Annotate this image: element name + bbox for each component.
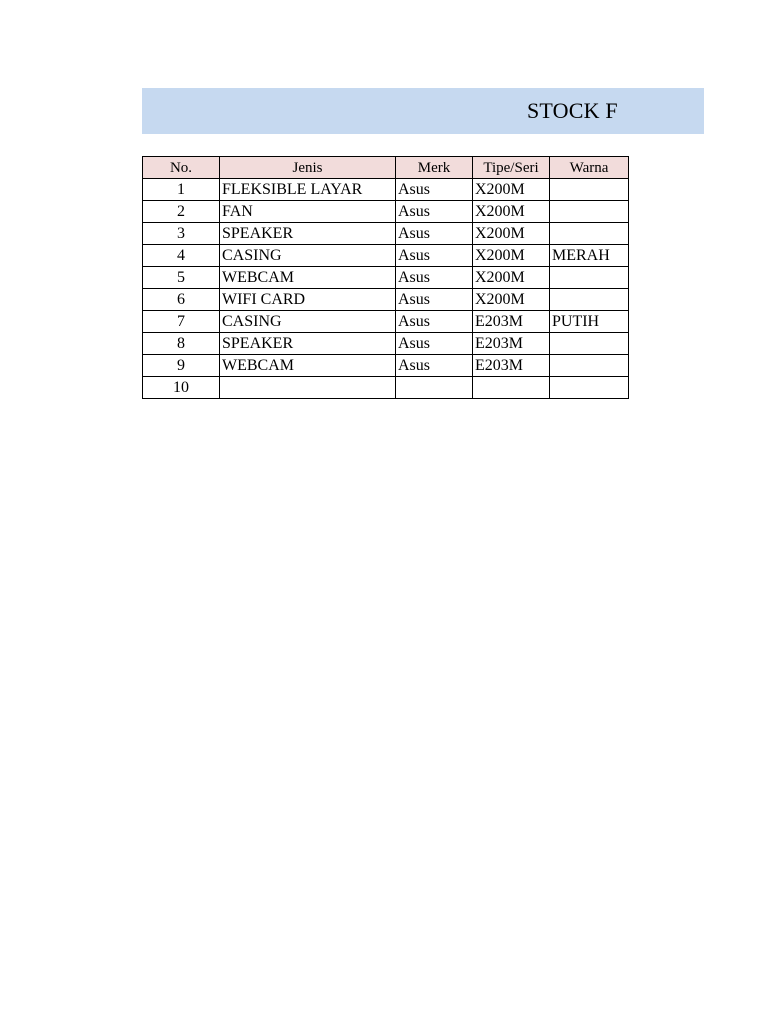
cell-tipe [473,377,550,399]
cell-jenis: CASING [220,311,396,333]
header-no: No. [143,157,220,179]
cell-tipe: E203M [473,355,550,377]
table-row [143,201,629,223]
cell-tipe: X200M [473,245,550,267]
cell-merk: Asus [396,355,473,377]
table-row [143,333,629,355]
stock-table [142,156,629,399]
cell-no: 10 [143,377,220,399]
cell-no: 6 [143,289,220,311]
cell-tipe: E203M [473,333,550,355]
page-title: STOCK F [527,98,618,123]
table-row [143,289,629,311]
header-warna: Warna [550,157,629,179]
cell-warna [550,267,629,289]
table-header-row [143,157,629,179]
cell-jenis [220,377,396,399]
cell-merk: Asus [396,179,473,201]
cell-jenis: SPEAKER [220,333,396,355]
cell-warna [550,333,629,355]
cell-jenis: WEBCAM [220,267,396,289]
cell-jenis: WIFI CARD [220,289,396,311]
cell-merk: Asus [396,223,473,245]
cell-merk: Asus [396,201,473,223]
cell-warna [550,201,629,223]
table-row [143,377,629,399]
cell-merk [396,377,473,399]
header-tipe-seri: Tipe/Seri [473,157,550,179]
cell-jenis: CASING [220,245,396,267]
table-row [143,223,629,245]
cell-no: 1 [143,179,220,201]
cell-tipe: E203M [473,311,550,333]
cell-merk: Asus [396,333,473,355]
cell-merk: Asus [396,245,473,267]
cell-no: 5 [143,267,220,289]
cell-no: 9 [143,355,220,377]
title-band [142,88,704,134]
cell-warna [550,223,629,245]
cell-tipe: X200M [473,179,550,201]
cell-warna [550,179,629,201]
cell-merk: Asus [396,289,473,311]
table-row [143,355,629,377]
cell-warna [550,289,629,311]
cell-jenis: FLEKSIBLE LAYAR [220,179,396,201]
cell-warna: PUTIH [550,311,629,333]
cell-warna [550,355,629,377]
table-row [143,245,629,267]
cell-no: 3 [143,223,220,245]
cell-tipe: X200M [473,267,550,289]
table-row [143,267,629,289]
header-jenis: Jenis [220,157,396,179]
cell-jenis: FAN [220,201,396,223]
header-merk: Merk [396,157,473,179]
cell-no: 2 [143,201,220,223]
cell-warna: MERAH [550,245,629,267]
cell-tipe: X200M [473,289,550,311]
cell-jenis: SPEAKER [220,223,396,245]
table-row [143,311,629,333]
cell-merk: Asus [396,311,473,333]
cell-merk: Asus [396,267,473,289]
cell-no: 4 [143,245,220,267]
table-row [143,179,629,201]
cell-tipe: X200M [473,201,550,223]
cell-no: 8 [143,333,220,355]
cell-warna [550,377,629,399]
cell-no: 7 [143,311,220,333]
cell-tipe: X200M [473,223,550,245]
cell-jenis: WEBCAM [220,355,396,377]
